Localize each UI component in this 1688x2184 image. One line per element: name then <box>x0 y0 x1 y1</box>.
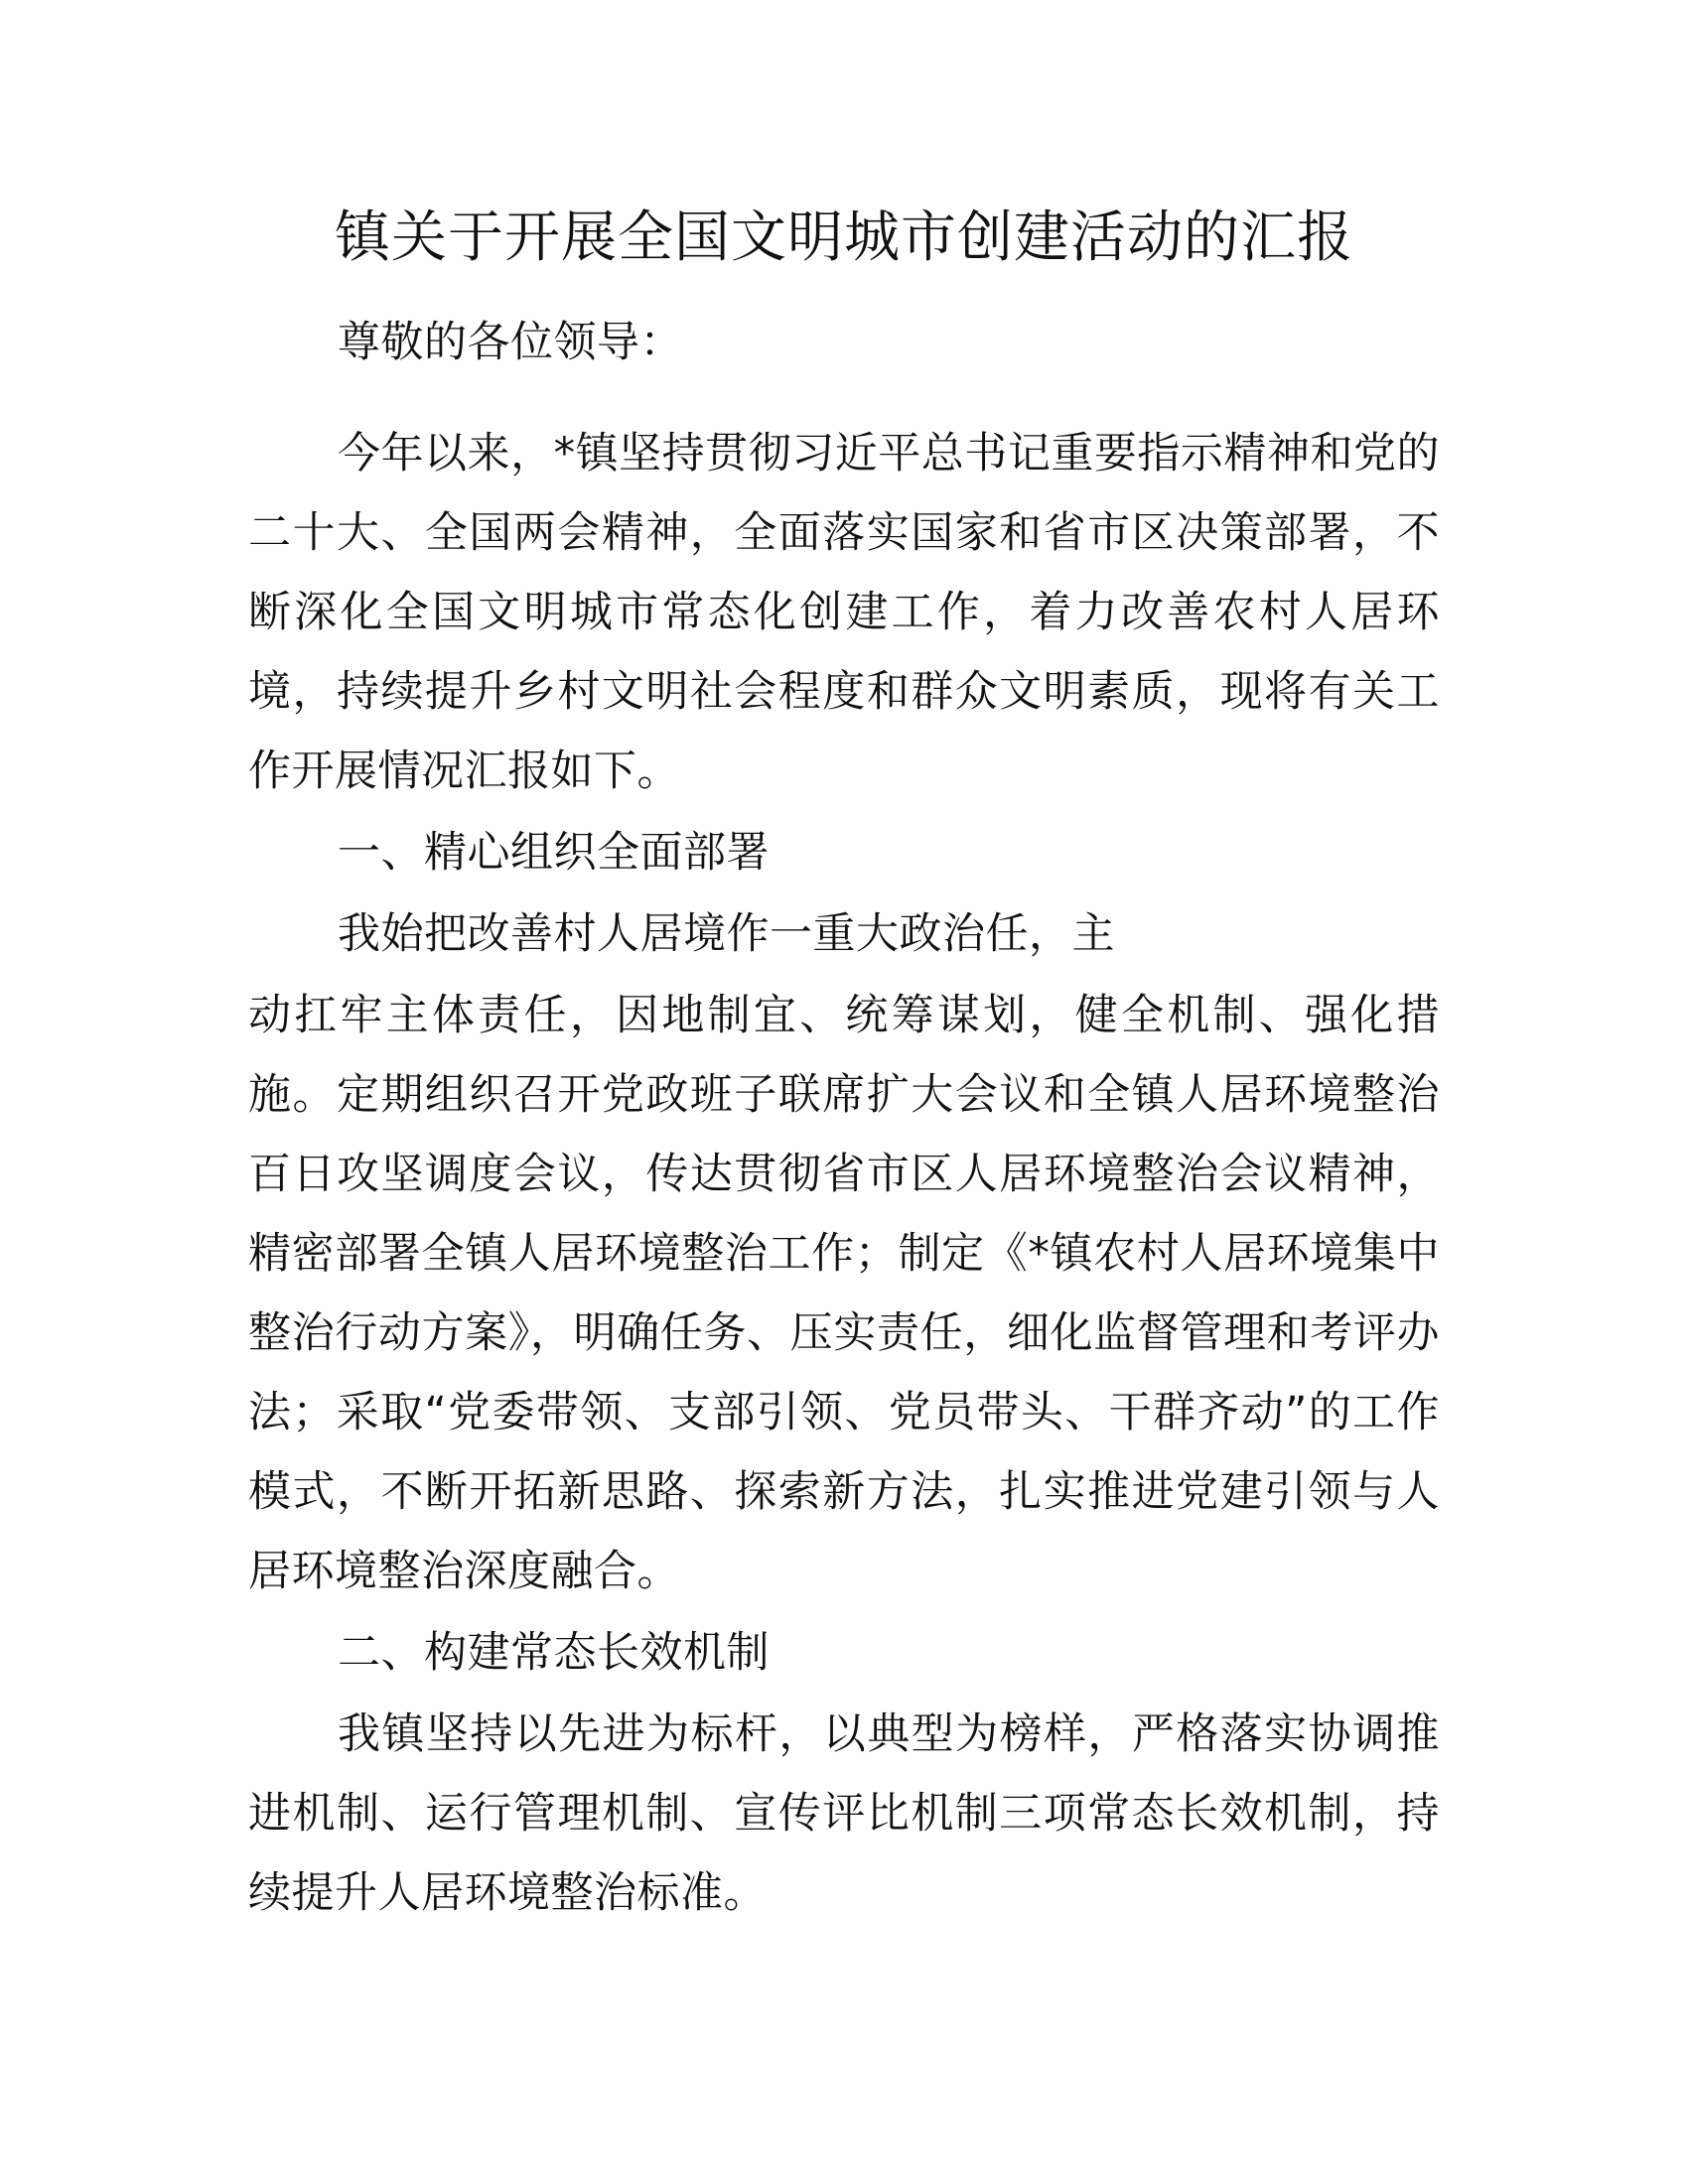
section-2-paragraph: 我镇坚持以先进为标杆，以典型为榜样，严格落实协调推进机制、运行管理机制、宣传评比机制三项常态长效机制，持续提升人居环境整治标准。 <box>248 1709 1440 1918</box>
document-title: 镇关于开展全国文明城市创建活动的汇报 <box>335 205 1353 270</box>
intro-paragraph: 今年以来，*镇坚持贯彻习近平总书记重要指示精神和党的二十大、全国两会精神，全面落实国家和省市区决策部署，不断深化全国文明城市常态化创建工作，着力改善农村人居环境，持续提升乡村文明社会程度和群众文明素质，现将有关工作开展情况汇报如下。 <box>248 429 1440 796</box>
section-1-first-line: 我始把改善村人居境作一重大政治任，主 <box>338 909 1115 959</box>
document-body <box>248 303 1440 1933</box>
salutation: 尊敬的各位领导： <box>338 318 683 367</box>
section-2-heading: 二、构建常态长效机制 <box>338 1628 770 1678</box>
section-1-heading: 一、精心组织全面部署 <box>338 828 770 878</box>
section-1-paragraph: 动扛牢主体责任，因地制宜、统筹谋划，健全机制、强化措施。定期组织召开党政班子联席扩大会议和全镇人居环境整治百日攻坚调度会议，传达贯彻省市区人居环境整治会议精神，精密部署全镇人居环境整治工作；制定《*镇农村人居环境集中整治行动方案》，明确任务、压实责任，细化监督管理和考评办法；采取“党委带领、支部引领、党员带头、干群齐动”的工作模式，不断开拓新思路、探索新方法，扎实推进党建引领与人居环境整治深度融合。 <box>248 991 1440 1596</box>
